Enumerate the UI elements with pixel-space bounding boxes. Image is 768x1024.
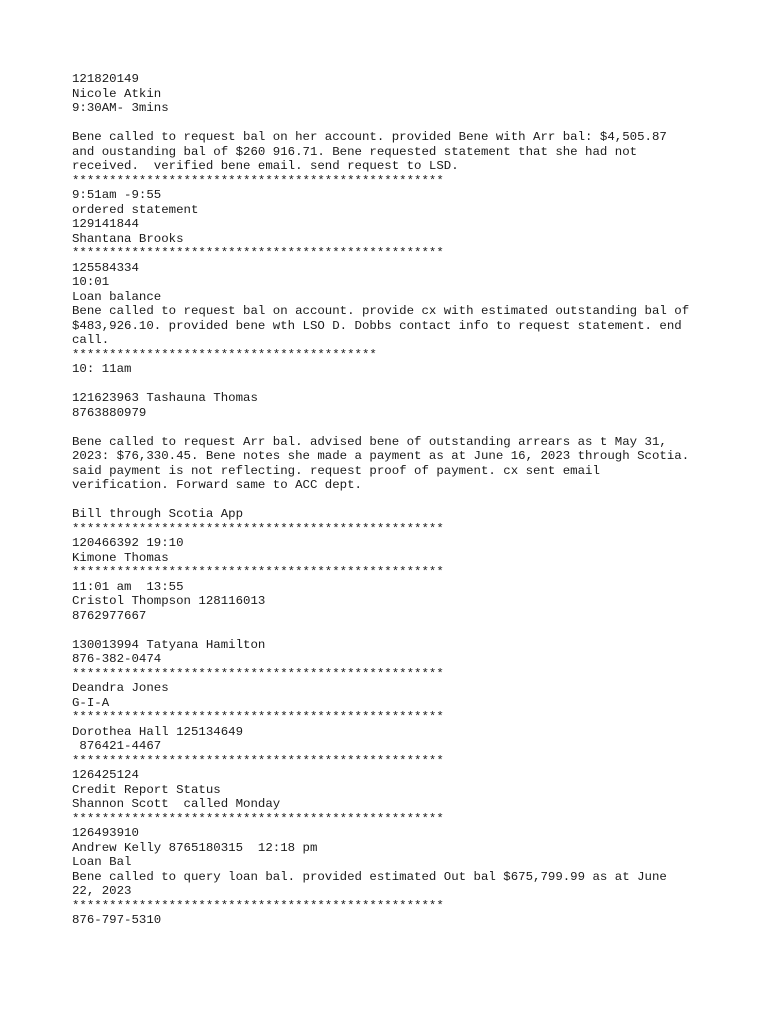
- separator-line: **************************************************: [72, 710, 444, 724]
- separator-line: **************************************************: [72, 666, 444, 681]
- text-line: 22, 2023: [72, 884, 132, 898]
- text-line: $483,926.10. provided bene wth LSO D. Dobbs contact info to request statement. end: [72, 318, 682, 333]
- separator-line: **************************************************: [72, 173, 444, 188]
- text-line: Loan balance: [72, 289, 162, 304]
- separator-line: **************************************************: [72, 753, 444, 768]
- text-line: 121820149: [72, 72, 139, 86]
- separator-line: **************************************************: [72, 565, 444, 579]
- text-line: Bene called to query loan bal. provided estimated Out bal $675,799.99 as at June: [72, 869, 667, 884]
- text-line: Shantana Brooks: [72, 231, 184, 246]
- text-line: 10:01: [72, 275, 110, 289]
- text-line: 120466392 19:10: [72, 536, 184, 550]
- text-line: call.: [72, 333, 110, 347]
- text-line: Dorothea Hall 125134649: [72, 724, 244, 739]
- separator-line: **************************************************: [72, 521, 444, 536]
- text-line: 126493910: [72, 826, 139, 840]
- blank-line: [72, 623, 712, 638]
- separator-line: **************************************************: [72, 811, 444, 826]
- text-line: Nicole Atkin: [72, 86, 162, 101]
- text-line: Bill through Scotia App: [72, 507, 244, 521]
- text-line: Deandra Jones: [72, 681, 169, 695]
- text-line: Bene called to request Arr bal. advised bene of outstanding arrears as t May 31,: [72, 434, 667, 449]
- text-line: 9:51am -9:55: [72, 188, 162, 202]
- text-line: Bene called to request bal on account. provide cx with estimated outstanding bal of: [72, 304, 690, 318]
- text-line: Kimone Thomas: [72, 550, 169, 565]
- text-line: verification. Forward same to ACC dept.: [72, 478, 362, 492]
- blank-line: [72, 493, 712, 508]
- blank-line: [72, 116, 712, 131]
- text-line: 11:01 am 13:55: [72, 579, 184, 594]
- text-line: 8763880979: [72, 405, 147, 420]
- text-line: 121623963 Tashauna Thomas: [72, 391, 258, 405]
- text-line: 129141844: [72, 217, 139, 231]
- text-line: 876-797-5310: [72, 913, 162, 927]
- text-line: G-I-A: [72, 695, 110, 710]
- text-line: 8762977667: [72, 608, 147, 623]
- text-line: Cristol Thompson 128116013: [72, 594, 266, 608]
- document-page: [72, 72, 712, 928]
- text-line: ordered statement: [72, 202, 199, 217]
- text-line: Loan Bal: [72, 855, 132, 869]
- separator-line: *****************************************: [72, 347, 377, 362]
- text-line: Bene called to request bal on her account. provided Bene with Arr bal: $4,505.87: [72, 130, 667, 144]
- text-line: 126425124: [72, 768, 139, 782]
- text-line: received. verified bene email. send request to LSD.: [72, 159, 459, 173]
- text-line: Andrew Kelly 8765180315 12:18 pm: [72, 840, 318, 855]
- text-line: 876421-4467: [72, 739, 162, 753]
- separator-line: **************************************************: [72, 898, 444, 913]
- text-line: and oustanding bal of $260 916.71. Bene requested statement that she had not: [72, 144, 638, 159]
- text-line: 9:30AM- 3mins: [72, 101, 169, 115]
- text-line: Credit Report Status: [72, 782, 221, 797]
- separator-line: **************************************************: [72, 246, 444, 260]
- blank-line: [72, 420, 712, 435]
- text-line: 10: 11am: [72, 362, 132, 376]
- text-line: 125584334: [72, 260, 139, 275]
- text-line: 876-382-0474: [72, 652, 162, 666]
- text-line: 2023: $76,330.45. Bene notes she made a payment as at June 16, 2023 through Scotia.: [72, 449, 690, 463]
- text-line: Shannon Scott called Monday: [72, 797, 281, 811]
- blank-line: [72, 377, 712, 392]
- text-line: 130013994 Tatyana Hamilton: [72, 637, 266, 652]
- text-line: said payment is not reflecting. request proof of payment. cx sent email: [72, 463, 600, 478]
